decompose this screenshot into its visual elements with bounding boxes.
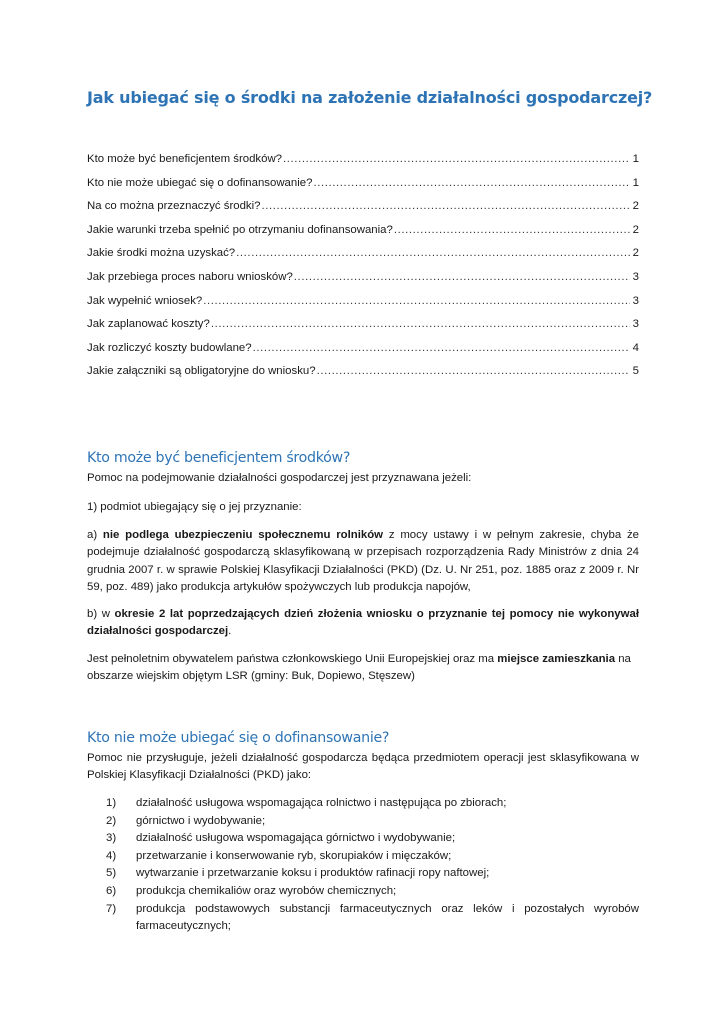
toc-entry[interactable] — [87, 271, 639, 295]
section1-residency: Jest pełnoletnim obywatelem państwa członkowskiego Unii Europejskiej oraz ma miejsce zamieszkania na obszarze wiejskim objętym LSR (gminy: Buk, Dopiewo, Stęszew) — [87, 653, 631, 683]
toc-entry[interactable] — [87, 224, 639, 248]
section1-point-a: a) nie podlega ubezpieczeniu społecznemu rolników z mocy ustawy i w pełnym zakresie, chyba że podejmuje działalność gospodarczą sklasyfikowaną w przepisach rozporządzenia Rady Ministrów z dnia 24 grudnia 2007 r. w sprawie Polskiej Klasyfikacji Działalności (PKD) (Dz. U. Nr 251, poz. 1885 oraz z 2009 r. Nr 59, poz. 489) jako produkcja artykułów spożywczych lub produkcja napojów, — [87, 529, 639, 594]
toc-entry[interactable] — [87, 153, 639, 177]
toc-entry-text: Jak wypełnić wniosek? — [87, 294, 203, 307]
section-heading-exclusions: Kto nie może ubiegać się o dofinansowanie? — [87, 730, 390, 746]
toc-entry[interactable] — [87, 247, 639, 271]
toc-entry[interactable] — [87, 342, 639, 366]
list-item: 2) górnictwo i wydobywanie; — [106, 814, 266, 827]
toc-leader — [261, 200, 629, 212]
document-title: Jak ubiegać się o środki na założenie działalności gospodarczej? — [87, 88, 653, 107]
toc-entry-page: 2 — [632, 223, 639, 236]
toc-entry-text: Jak rozliczyć koszty budowlane? — [87, 341, 252, 354]
toc-leader — [211, 318, 630, 330]
toc-entry-page: 3 — [632, 318, 639, 331]
toc-entry-page: 1 — [632, 153, 639, 165]
toc-entry[interactable] — [87, 200, 639, 224]
toc-leader — [236, 247, 630, 259]
toc-entry-text: Jakie załączniki są obligatoryjne do wniosku? — [87, 365, 316, 378]
toc-entry[interactable] — [87, 318, 639, 342]
toc-entry-text: Jak zaplanować koszty? — [87, 318, 210, 331]
section1-point1: 1) podmiot ubiegający się o jej przyznanie: — [87, 501, 302, 513]
list-item: 4) przetwarzanie i konserwowanie ryb, skorupiaków i mięczaków; — [106, 849, 452, 862]
list-item: 6) produkcja chemikaliów oraz wyrobów chemicznych; — [106, 884, 397, 897]
toc-leader — [283, 153, 630, 165]
list-item: 5) wytwarzanie i przetwarzanie koksu i produktów rafinacji ropy naftowej; — [106, 867, 490, 880]
toc-entry-text: Na co można przeznaczyć środki? — [87, 200, 261, 213]
list-item: 3) działalność usługowa wspomagająca górnictwo i wydobywanie; — [106, 832, 456, 845]
section1-point-b: b) w okresie 2 lat poprzedzających dzień złożenia wniosku o przyznanie tej pomocy nie wykonywał działalności gospodarczej. — [87, 608, 639, 638]
toc-entry-text: Kto nie może ubiegać się o dofinansowanie? — [87, 176, 313, 189]
toc-entry-page: 3 — [632, 270, 639, 283]
toc-entry-text: Jakie warunki trzeba spełnić po otrzymaniu dofinansowania? — [87, 223, 393, 236]
toc-entry-text: Jakie środki można uzyskać? — [87, 247, 236, 260]
excluded-activities-list — [87, 795, 639, 936]
section1-intro: Pomoc na podejmowanie działalności gospodarczej jest przyznawana jeżeli: — [87, 472, 472, 484]
toc-entry-page: 2 — [632, 247, 639, 260]
table-of-contents — [87, 153, 639, 389]
toc-entry-page: 4 — [632, 341, 639, 354]
toc-entry[interactable] — [87, 365, 639, 389]
toc-entry-page: 5 — [632, 365, 639, 378]
toc-entry[interactable] — [87, 177, 639, 201]
toc-entry[interactable] — [87, 295, 639, 319]
toc-leader — [317, 365, 630, 377]
toc-entry-text: Jak przebiega proces naboru wniosków? — [87, 270, 293, 283]
list-item: 1) działalność usługowa wspomagająca rolnictwo i następująca po zbiorach; — [106, 797, 507, 809]
toc-leader — [253, 342, 630, 354]
toc-leader — [313, 177, 629, 189]
section-heading-beneficiaries: Kto może być beneficjentem środków? — [87, 450, 351, 466]
toc-entry-page: 3 — [632, 294, 639, 307]
section2-intro: Pomoc nie przysługuje, jeżeli działalność gospodarcza będąca przedmiotem operacji jest sklasyfikowana w Polskiej Klasyfikacji Działalności (PKD) jako: — [87, 752, 639, 782]
toc-leader — [294, 271, 630, 283]
toc-entry-page: 2 — [632, 200, 639, 213]
list-item: 7) produkcja podstawowych substancji farmaceutycznych oraz leków i pozostałych wyrobów farmaceutycznych; — [106, 902, 639, 933]
toc-entry-page: 1 — [632, 176, 639, 189]
toc-entry-text: Kto może być beneficjentem środków? — [87, 153, 283, 165]
toc-leader — [203, 295, 629, 307]
toc-leader — [394, 224, 630, 236]
